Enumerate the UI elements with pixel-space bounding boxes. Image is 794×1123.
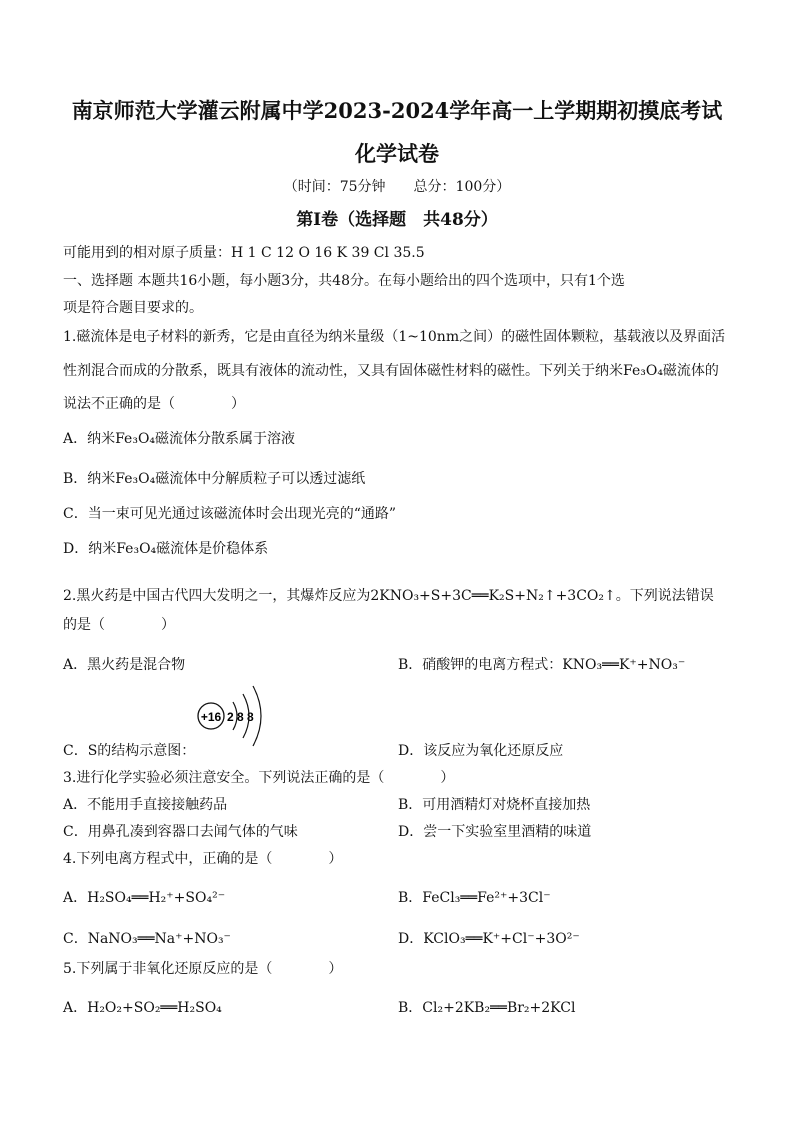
atomic-masses: 可能用到的相对原子质量：H 1 C 12 O 16 K 39 Cl 35.5	[63, 245, 425, 261]
q1-stem-3: 说法不正确的是（ ）	[63, 396, 245, 412]
q4-option-a: A．H₂SO₄══H₂⁺+SO₄²⁻	[63, 890, 226, 906]
nucleus-label: +16	[200, 710, 222, 724]
q4-stem: 4.下列电离方程式中，正确的是（ ）	[63, 851, 343, 867]
q5-stem: 5.下列属于非氧化还原反应的是（ ）	[63, 961, 343, 977]
q1-option-b: B．纳米Fe₃O₄磁流体中分解质粒子可以透过滤纸	[63, 471, 366, 487]
exam-meta: （时间：75分钟 总分：100分）	[283, 179, 511, 195]
q3-option-a: A．不能用手直接接触药品	[63, 797, 228, 813]
q1-option-d: D．纳米Fe₃O₄磁流体是价稳体系	[63, 541, 269, 557]
q1-option-c: C．当一束可见光通过该磁流体时会出现光亮的“通路”	[63, 506, 397, 522]
q4-option-d: D．KClO₃══K⁺+Cl⁻+3O²⁻	[398, 931, 580, 947]
q2-option-b: B．硝酸钾的电离方程式：KNO₃══K⁺+NO₃⁻	[398, 657, 686, 673]
q2-stem-2: 的是（ ）	[63, 617, 175, 633]
q1-stem-1: 1.磁流体是电子材料的新秀，它是由直径为纳米量级（1~10nm之间）的磁性固体颗粒，基载液以及界面活	[63, 329, 726, 345]
shell-electrons: 2 8 8	[227, 710, 254, 724]
instructions-line-2: 项是符合题目要求的。	[63, 300, 203, 316]
q1-option-a: A．纳米Fe₃O₄磁流体分散系属于溶液	[63, 431, 296, 447]
q3-option-d: D．尝一下实验室里酒精的味道	[398, 824, 592, 840]
q2-option-c: C．S的结构示意图：	[63, 743, 196, 759]
q5-option-a: A．H₂O₂+SO₂══H₂SO₄	[63, 1000, 222, 1016]
instructions-line-1: 一、选择题 本题共16小题，每小题3分，共48分。在每小题给出的四个选项中，只有1个选	[63, 273, 625, 289]
q2-option-d: D．该反应为氧化还原反应	[398, 743, 564, 759]
q4-option-b: B．FeCl₃══Fe²⁺+3Cl⁻	[398, 890, 551, 906]
q2-option-a: A．黑火药是混合物	[63, 657, 186, 673]
q1-stem-2: 性剂混合而成的分散系，既具有液体的流动性，又具有固体磁性材料的磁性。下列关于纳米Fe₃O₄磁流体的	[63, 363, 719, 379]
q3-stem: 3.进行化学实验必须注意安全。下列说法正确的是（ ）	[63, 770, 455, 786]
q3-option-b: B．可用酒精灯对烧杯直接加热	[398, 797, 591, 813]
q3-option-c: C．用鼻孔凑到容器口去闻气体的气味	[63, 824, 298, 840]
section-heading: 第Ⅰ卷（选择题 共48分）	[296, 210, 498, 230]
sulfur-atom-diagram	[195, 678, 275, 758]
q5-option-b: B．Cl₂+2KB₂══Br₂+2KCl	[398, 1000, 576, 1016]
exam-title: 南京师范大学灌云附属中学2023-2024学年高一上学期期初摸底考试	[71, 98, 723, 123]
q4-option-c: C．NaNO₃══Na⁺+NO₃⁻	[63, 931, 231, 947]
q2-stem-1: 2.黑火药是中国古代四大发明之一，其爆炸反应为2KNO₃+S+3C══K₂S+N₂↑+3CO₂↑。下列说法错误	[63, 588, 714, 604]
exam-subtitle: 化学试卷	[355, 141, 439, 166]
